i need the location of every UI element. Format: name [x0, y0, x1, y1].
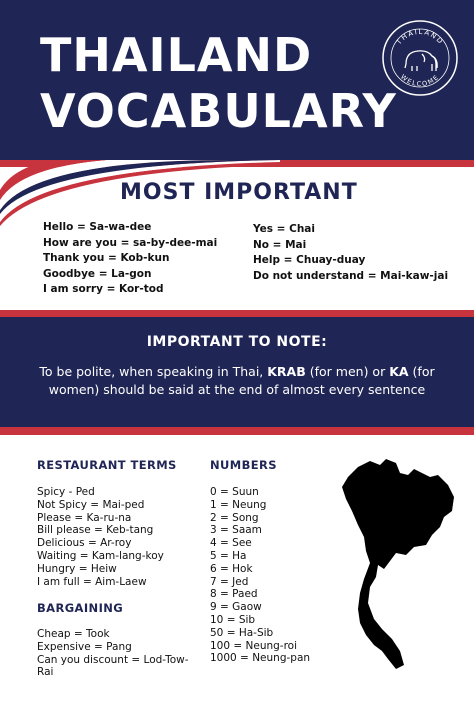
vocab-item: Hello = Sa-wa-dee	[43, 221, 152, 233]
vocab-item: No = Mai	[253, 238, 307, 251]
bargaining-term: Can you discount = Lod-Tow-	[37, 653, 189, 666]
number-term: 10 = Sib	[210, 613, 256, 626]
note-text-part: To be polite, when speaking in Thai,	[39, 364, 268, 379]
restaurant-term: Spicy - Ped	[37, 486, 95, 498]
restaurant-term: Delicious = Ar-roy	[37, 537, 132, 550]
vocab-list-left	[43, 220, 217, 298]
elephant-icon	[405, 51, 437, 71]
svg-text:WELCOME	[399, 73, 441, 88]
number-term: 1000 = Neung-pan	[210, 652, 311, 665]
note-krab: KRAB	[267, 364, 306, 379]
number-term: 9 = Gaow	[210, 601, 262, 614]
restaurant-terms-heading: RESTAURANT TERMS	[37, 458, 177, 472]
vocab-item: Thank you = Kob-kun	[43, 252, 170, 264]
bargaining-heading: BARGAINING	[37, 601, 124, 615]
bargaining-term: Rai	[37, 666, 54, 679]
vocab-item: How are you = sa-by-dee-mai	[43, 236, 218, 249]
note-ka: KA	[389, 364, 409, 379]
restaurant-terms-list	[37, 486, 164, 588]
most-important-heading: MOST IMPORTANT	[120, 180, 358, 205]
bargaining-term: Expensive = Pang	[37, 640, 132, 653]
restaurant-term: I am full = Aim-Laew	[37, 575, 147, 588]
bargaining-list	[37, 628, 189, 679]
badge-top-text: THAILAND	[394, 27, 446, 47]
bargaining-term: Cheap = Took	[37, 628, 110, 640]
number-term: 1 = Neung	[210, 498, 267, 511]
vocab-item: Goodbye = La-gon	[43, 267, 152, 280]
number-term: 0 = Suun	[210, 486, 259, 498]
thailand-welcome-badge-icon	[380, 18, 460, 98]
red-stripe-middle	[0, 310, 474, 317]
note-text-part: (for men) or	[305, 364, 390, 379]
number-term: 2 = Song	[210, 511, 259, 524]
restaurant-term: Waiting = Kam-lang-koy	[37, 549, 164, 562]
vocab-item: Yes = Chai	[253, 223, 315, 235]
number-term: 7 = Jed	[210, 575, 249, 588]
svg-text:THAILAND	[394, 28, 445, 47]
restaurant-term: Hungry = Heiw	[37, 562, 117, 575]
vocab-item: I am sorry = Kor-tod	[43, 283, 164, 295]
thailand-map-icon	[330, 455, 460, 675]
badge-bottom-text: WELCOME	[398, 72, 442, 89]
note-title: IMPORTANT TO NOTE:	[146, 334, 328, 350]
number-term: 100 = Neung-roi	[210, 639, 298, 652]
number-term: 50 = Ha-Sib	[210, 626, 274, 639]
number-term: 5 = Ha	[210, 549, 247, 562]
number-term: 8 = Paed	[210, 588, 258, 601]
number-term: 4 = See	[210, 537, 252, 550]
restaurant-term: Please = Ka-ru-na	[37, 511, 132, 524]
numbers-list	[210, 486, 310, 665]
vocab-item: Do not understand = Mai-kaw-jai	[253, 269, 449, 282]
note-text-part: (for women) should be said at the end of almost every sentence	[48, 364, 435, 397]
title-line-2: VOCABULARY	[40, 84, 397, 138]
note-text	[22, 363, 452, 399]
number-term: 6 = Hok	[210, 562, 253, 575]
title-line-1: THAILAND	[40, 28, 313, 82]
restaurant-term: Bill please = Keb-tang	[37, 524, 154, 537]
vocab-list-right	[253, 222, 448, 284]
number-term: 3 = Saam	[210, 524, 262, 537]
restaurant-term: Not Spicy = Mai-ped	[37, 498, 145, 511]
numbers-heading: NUMBERS	[210, 458, 277, 472]
vocab-item: Help = Chuay-duay	[253, 254, 366, 266]
red-stripe-bottom	[0, 427, 474, 435]
